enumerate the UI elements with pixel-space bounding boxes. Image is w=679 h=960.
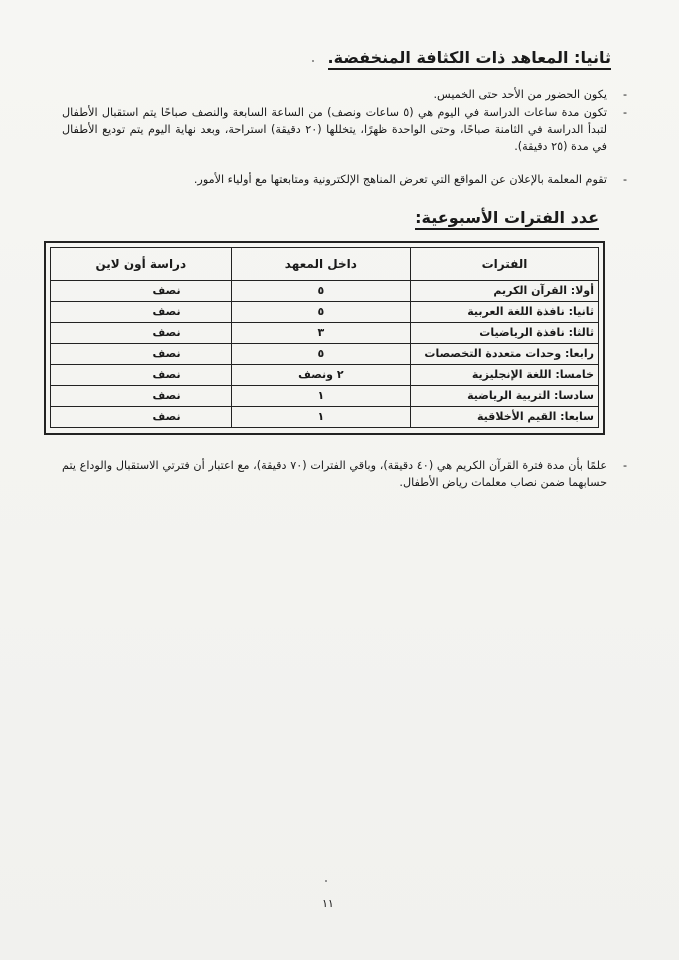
table-title-text: عدد الفترات الأسبوعية: [415,208,599,230]
cell-period-name: ثالثا: نافذة الرياضيات [411,323,599,344]
header-periods: الفترات [411,248,599,281]
cell-in-institute: ١ [231,386,410,407]
bullet-online-curricula [62,171,627,188]
cell-online: نصف [51,302,232,323]
scan-speck [325,880,327,882]
cell-in-institute: ٢ ونصف [231,365,410,386]
table-row [51,407,599,428]
cell-online: نصف [51,281,232,302]
table-header-row [51,248,599,281]
bullet-text: تقوم المعلمة بالإعلان عن المواقع التي تعرض المناهج الإلكترونية ومتابعتها مع أولياء الأمور. [193,173,607,186]
section-title-text: ثانيا: المعاهد ذات الكثافة المنخفضة. [328,48,611,70]
scan-speck [312,60,314,62]
cell-in-institute: ٥ [231,302,410,323]
cell-in-institute: ٥ [231,281,410,302]
cell-online: نصف [51,386,232,407]
cell-period-name: خامسا: اللغة الإنجليزية [411,365,599,386]
header-in-institute: داخل المعهد [231,248,410,281]
page-number: ١١ [322,897,334,910]
cell-period-name: رابعا: وحدات متعددة التخصصات [411,344,599,365]
cell-period-name: سابعا: القيم الأخلاقية [411,407,599,428]
bullet-text: يكون الحضور من الأحد حتى الخميس. [433,88,607,101]
cell-online: نصف [51,344,232,365]
cell-online: نصف [51,407,232,428]
cell-online: نصف [51,365,232,386]
cell-period-name: سادسا: التربية الرياضية [411,386,599,407]
cell-period-name: ثانيا: نافذة اللغة العربية [411,302,599,323]
weekly-periods-table [50,247,599,428]
table-row [51,281,599,302]
weekly-periods-table-frame [44,241,605,435]
bullet-dash: - [622,173,627,186]
bullet-study-hours [62,104,627,155]
cell-online: نصف [51,323,232,344]
table-row [51,386,599,407]
table-row [51,344,599,365]
bullet-dash: - [622,459,627,472]
cell-period-name: أولا: القرآن الكريم [411,281,599,302]
table-row [51,365,599,386]
note-paragraph [62,457,627,491]
section-title [328,48,611,68]
cell-in-institute: ٣ [231,323,410,344]
note-text: علمًا بأن مدة فترة القرآن الكريم هي (٤٠ دقيقة)، وباقي الفترات (٧٠ دقيقة)، مع اعتبار أن فترتي الاستقبال والوداع يتم حسابهما ضمن نصاب معلمات رياض الأطفال. [62,459,607,489]
bullet-dash: - [622,88,627,101]
bullet-text: تكون مدة ساعات الدراسة في اليوم هي (٥ ساعات ونصف) من الساعة السابعة والنصف صباحًا يتم استقبال الأطفال لتبدأ الدراسة في الثامنة صباحًا، وحتى الواحدة ظهرًا، يتخللها (٢٠ دقيقة) استراحة، وبعد نهاية اليوم يتم توديع الأطفال في مدة (٢٥ دقيقة). [62,106,607,153]
table-row [51,302,599,323]
header-online-study: دراسة أون لاين [51,248,232,281]
cell-in-institute: ٥ [231,344,410,365]
bullet-dash: - [622,106,627,119]
table-title [415,208,599,228]
table-row [51,323,599,344]
cell-in-institute: ١ [231,407,410,428]
bullet-attendance [62,86,627,103]
